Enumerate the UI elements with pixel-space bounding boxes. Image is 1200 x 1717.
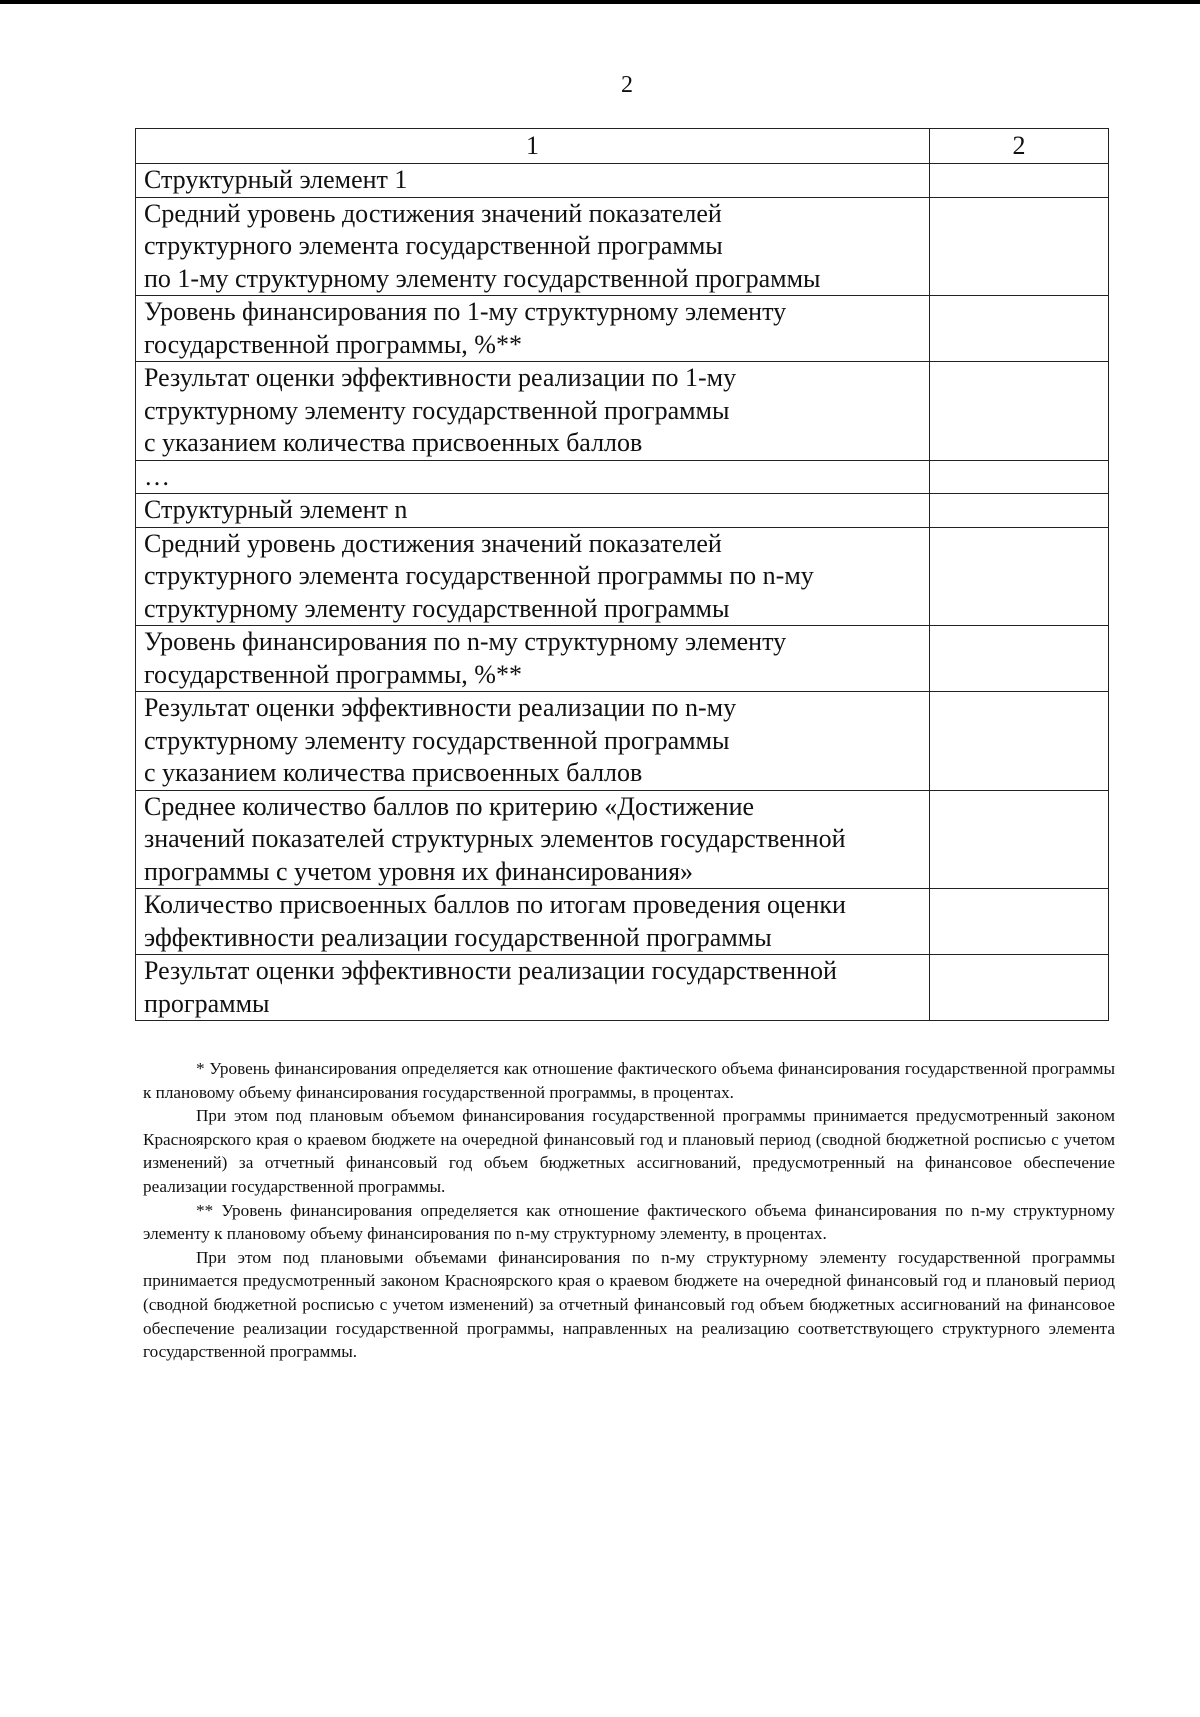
table-row — [136, 790, 1109, 889]
row-value — [930, 197, 1109, 296]
table-row — [136, 494, 1109, 528]
table-row — [136, 889, 1109, 955]
row-label: Средний уровень достижения значений показателей структурного элемента государственной программы по 1-му структурному элементу государственной программы — [136, 197, 930, 296]
row-label: Уровень финансирования по 1-му структурному элементу государственной программы, %** — [136, 296, 930, 362]
row-label: Уровень финансирования по n-му структурному элементу государственной программы, %** — [136, 626, 930, 692]
table-row — [136, 362, 1109, 461]
row-label: Результат оценки эффективности реализации по n-му структурному элементу государственной программы с указанием количества присвоенных баллов — [136, 692, 930, 791]
row-value — [930, 164, 1109, 198]
footnote-1-clarification: При этом под плановым объемом финансирования государственной программы принимается предусмотренный законом Красноярского края о краевом бюджете на очередной финансовый год и плановый период (сводной бюджетной росписью с учетом изменений) за отчетный финансовый год объем бюджетных ассигнований, предусмотренный на финансовое обеспечение реализации государственной программы. — [143, 1106, 1115, 1196]
row-value — [930, 460, 1109, 494]
row-label: Структурный элемент n — [136, 494, 930, 528]
table-row — [136, 296, 1109, 362]
footnotes — [143, 1057, 1115, 1364]
evaluation-table — [135, 128, 1109, 1021]
row-label: Среднее количество баллов по критерию «Достижение значений показателей структурных элементов государственной программы с учетом уровня их финансирования» — [136, 790, 930, 889]
table-row — [136, 460, 1109, 494]
row-value — [930, 955, 1109, 1021]
row-label: Результат оценки эффективности реализации государственной программы — [136, 955, 930, 1021]
row-label: Результат оценки эффективности реализации по 1-му структурному элементу государственной программы с указанием количества присвоенных баллов — [136, 362, 930, 461]
column-header-1: 1 — [136, 129, 930, 164]
page-number: 2 — [621, 72, 633, 98]
top-border-line — [0, 0, 1200, 4]
footnote-2-clarification: При этом под плановыми объемами финансирования по n-му структурному элементу государственной программы принимается предусмотренный законом Красноярского края о краевом бюджете на очередной финансовый год и плановый период (сводной бюджетной росписью с учетом изменений) за отчетный финансовый год объем бюджетных ассигнований на финансовое обеспечение реализации государственной программы, направленных на реализацию соответствующего структурного элемента государственной программы. — [143, 1247, 1115, 1362]
footnote-2: ** Уровень финансирования определяется как отношение фактического объема финансирования по n-му структурному элементу к плановому объему финансирования по n-му структурному элементу, в процентах. — [143, 1200, 1115, 1244]
row-label: Средний уровень достижения значений показателей структурного элемента государственной программы по n-му структурному элементу государственной программы — [136, 527, 930, 626]
table-row — [136, 197, 1109, 296]
row-value — [930, 527, 1109, 626]
row-label: Структурный элемент 1 — [136, 164, 930, 198]
row-value — [930, 692, 1109, 791]
row-value — [930, 790, 1109, 889]
table-row — [136, 626, 1109, 692]
row-value — [930, 626, 1109, 692]
row-label: Количество присвоенных баллов по итогам проведения оценки эффективности реализации государственной программы — [136, 889, 930, 955]
row-value — [930, 889, 1109, 955]
row-label: … — [136, 460, 930, 494]
table-body — [136, 164, 1109, 1021]
table-row — [136, 692, 1109, 791]
row-value — [930, 296, 1109, 362]
row-value — [930, 494, 1109, 528]
row-value — [930, 362, 1109, 461]
column-header-2: 2 — [930, 129, 1109, 164]
table-row — [136, 527, 1109, 626]
table-header-row — [136, 129, 1109, 164]
table-row — [136, 955, 1109, 1021]
footnote-1: * Уровень финансирования определяется как отношение фактического объема финансирования государственной программы к плановому объему финансирования государственной программы, в процентах. — [143, 1059, 1115, 1102]
table-row — [136, 164, 1109, 198]
